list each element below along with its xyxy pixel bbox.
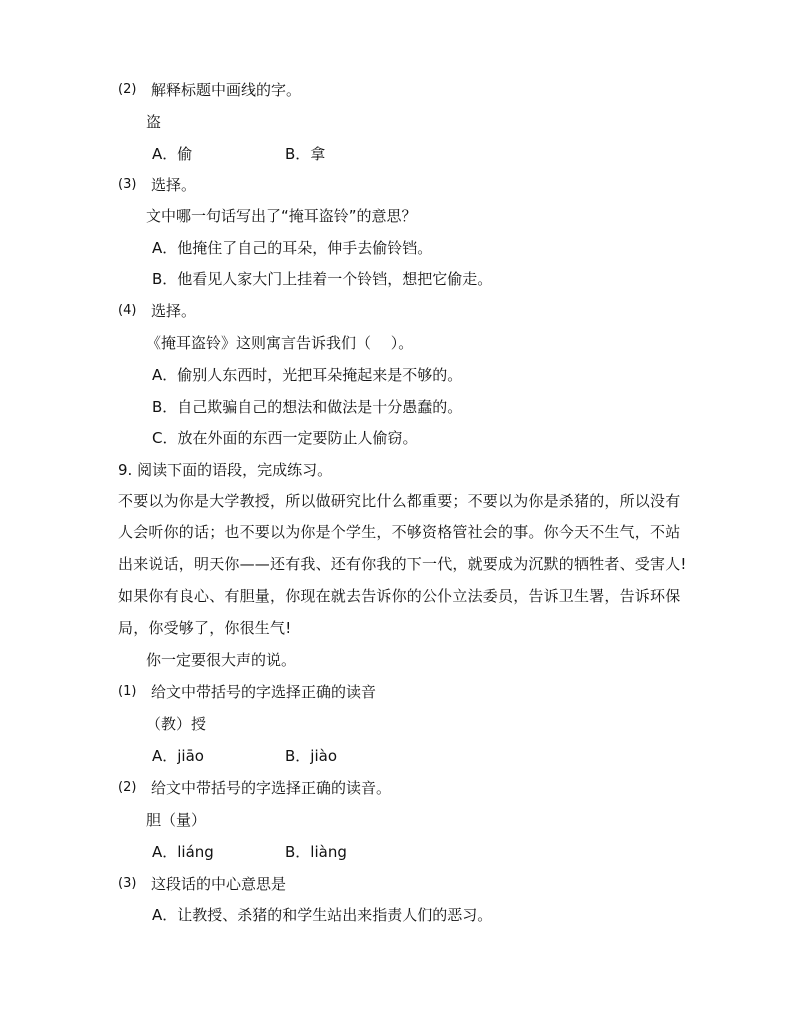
q8-sub3-option-a: A．他掩住了自己的耳朵，伸手去偷铃铛。 <box>152 239 433 257</box>
q8-sub4-question: 《掩耳盗铃》这则寓言告诉我们（ ）。 <box>146 334 414 352</box>
q9-sub2-prompt: 给文中带括号的字选择正确的读音。 <box>151 779 392 797</box>
q9-passage-line: 如果你有良心、有胆量，你现在就去告诉你的公仆立法委员，告诉卫生署，告诉环保 <box>118 587 681 605</box>
q9-passage-line: 出来说话，明天你——还有我、还有你我的下一代，就要成为沉默的牺牲者、受害人! <box>118 555 687 573</box>
q9-sub2-number: (2) <box>118 780 137 795</box>
q9-title: 9. 阅读下面的语段，完成练习。 <box>118 461 333 479</box>
q9-passage-line: 不要以为你是大学教授，所以做研究比什么都重要；不要以为你是杀猪的，所以没有 <box>118 492 681 510</box>
q8-sub3-question: 文中哪一句话写出了“掩耳盗铃”的意思？ <box>146 207 417 225</box>
q9-sub3-option-a: A．让教授、杀猪的和学生站出来指责人们的恶习。 <box>152 906 493 924</box>
q9-sub3-number: (3) <box>118 876 137 891</box>
q9-passage-last-line: 你一定要很大声的说。 <box>146 651 297 669</box>
q8-sub4-option-a: A．偷别人东西时，光把耳朵掩起来是不够的。 <box>152 366 463 384</box>
q8-sub4-option-b: B．自己欺骗自己的想法和做法是十分愚蠢的。 <box>152 398 463 416</box>
q9-sub1-option-b: B．jiào <box>285 747 337 765</box>
q8-sub2-option-a: A．偷 <box>152 145 193 163</box>
q8-sub4-prompt: 选择。 <box>151 302 197 320</box>
q8-sub2-number: (2) <box>118 82 137 97</box>
q8-sub2-option-b: B．拿 <box>285 145 326 163</box>
q9-sub1-number: (1) <box>118 684 137 699</box>
q9-sub3-prompt: 这段话的中心意思是 <box>151 875 287 893</box>
q9-sub2-option-a: A．liáng <box>152 843 214 861</box>
q9-passage-line: 人会听你的话；也不要以为你是个学生，不够资格管社会的事。你今天不生气，不站 <box>118 523 681 541</box>
q9-passage-line: 局，你受够了，你很生气! <box>118 619 292 637</box>
q8-sub3-number: (3) <box>118 177 137 192</box>
q8-sub4-number: (4) <box>118 303 137 318</box>
q9-sub1-prompt: 给文中带括号的字选择正确的读音 <box>151 683 377 701</box>
q8-sub2-char: 盗 <box>146 113 162 131</box>
q9-sub2-word: 胆（量） <box>146 811 207 829</box>
q9-sub2-option-b: B．liàng <box>285 843 347 861</box>
q9-sub1-option-a: A．jiāo <box>152 747 204 765</box>
q8-sub3-prompt: 选择。 <box>151 176 197 194</box>
q9-sub1-word: （教）授 <box>146 715 207 733</box>
q8-sub3-option-b: B．他看见人家大门上挂着一个铃铛，想把它偷走。 <box>152 270 493 288</box>
q8-sub4-option-c: C．放在外面的东西一定要防止人偷窃。 <box>152 429 418 447</box>
q8-sub2-prompt: 解释标题中画线的字。 <box>151 81 302 99</box>
